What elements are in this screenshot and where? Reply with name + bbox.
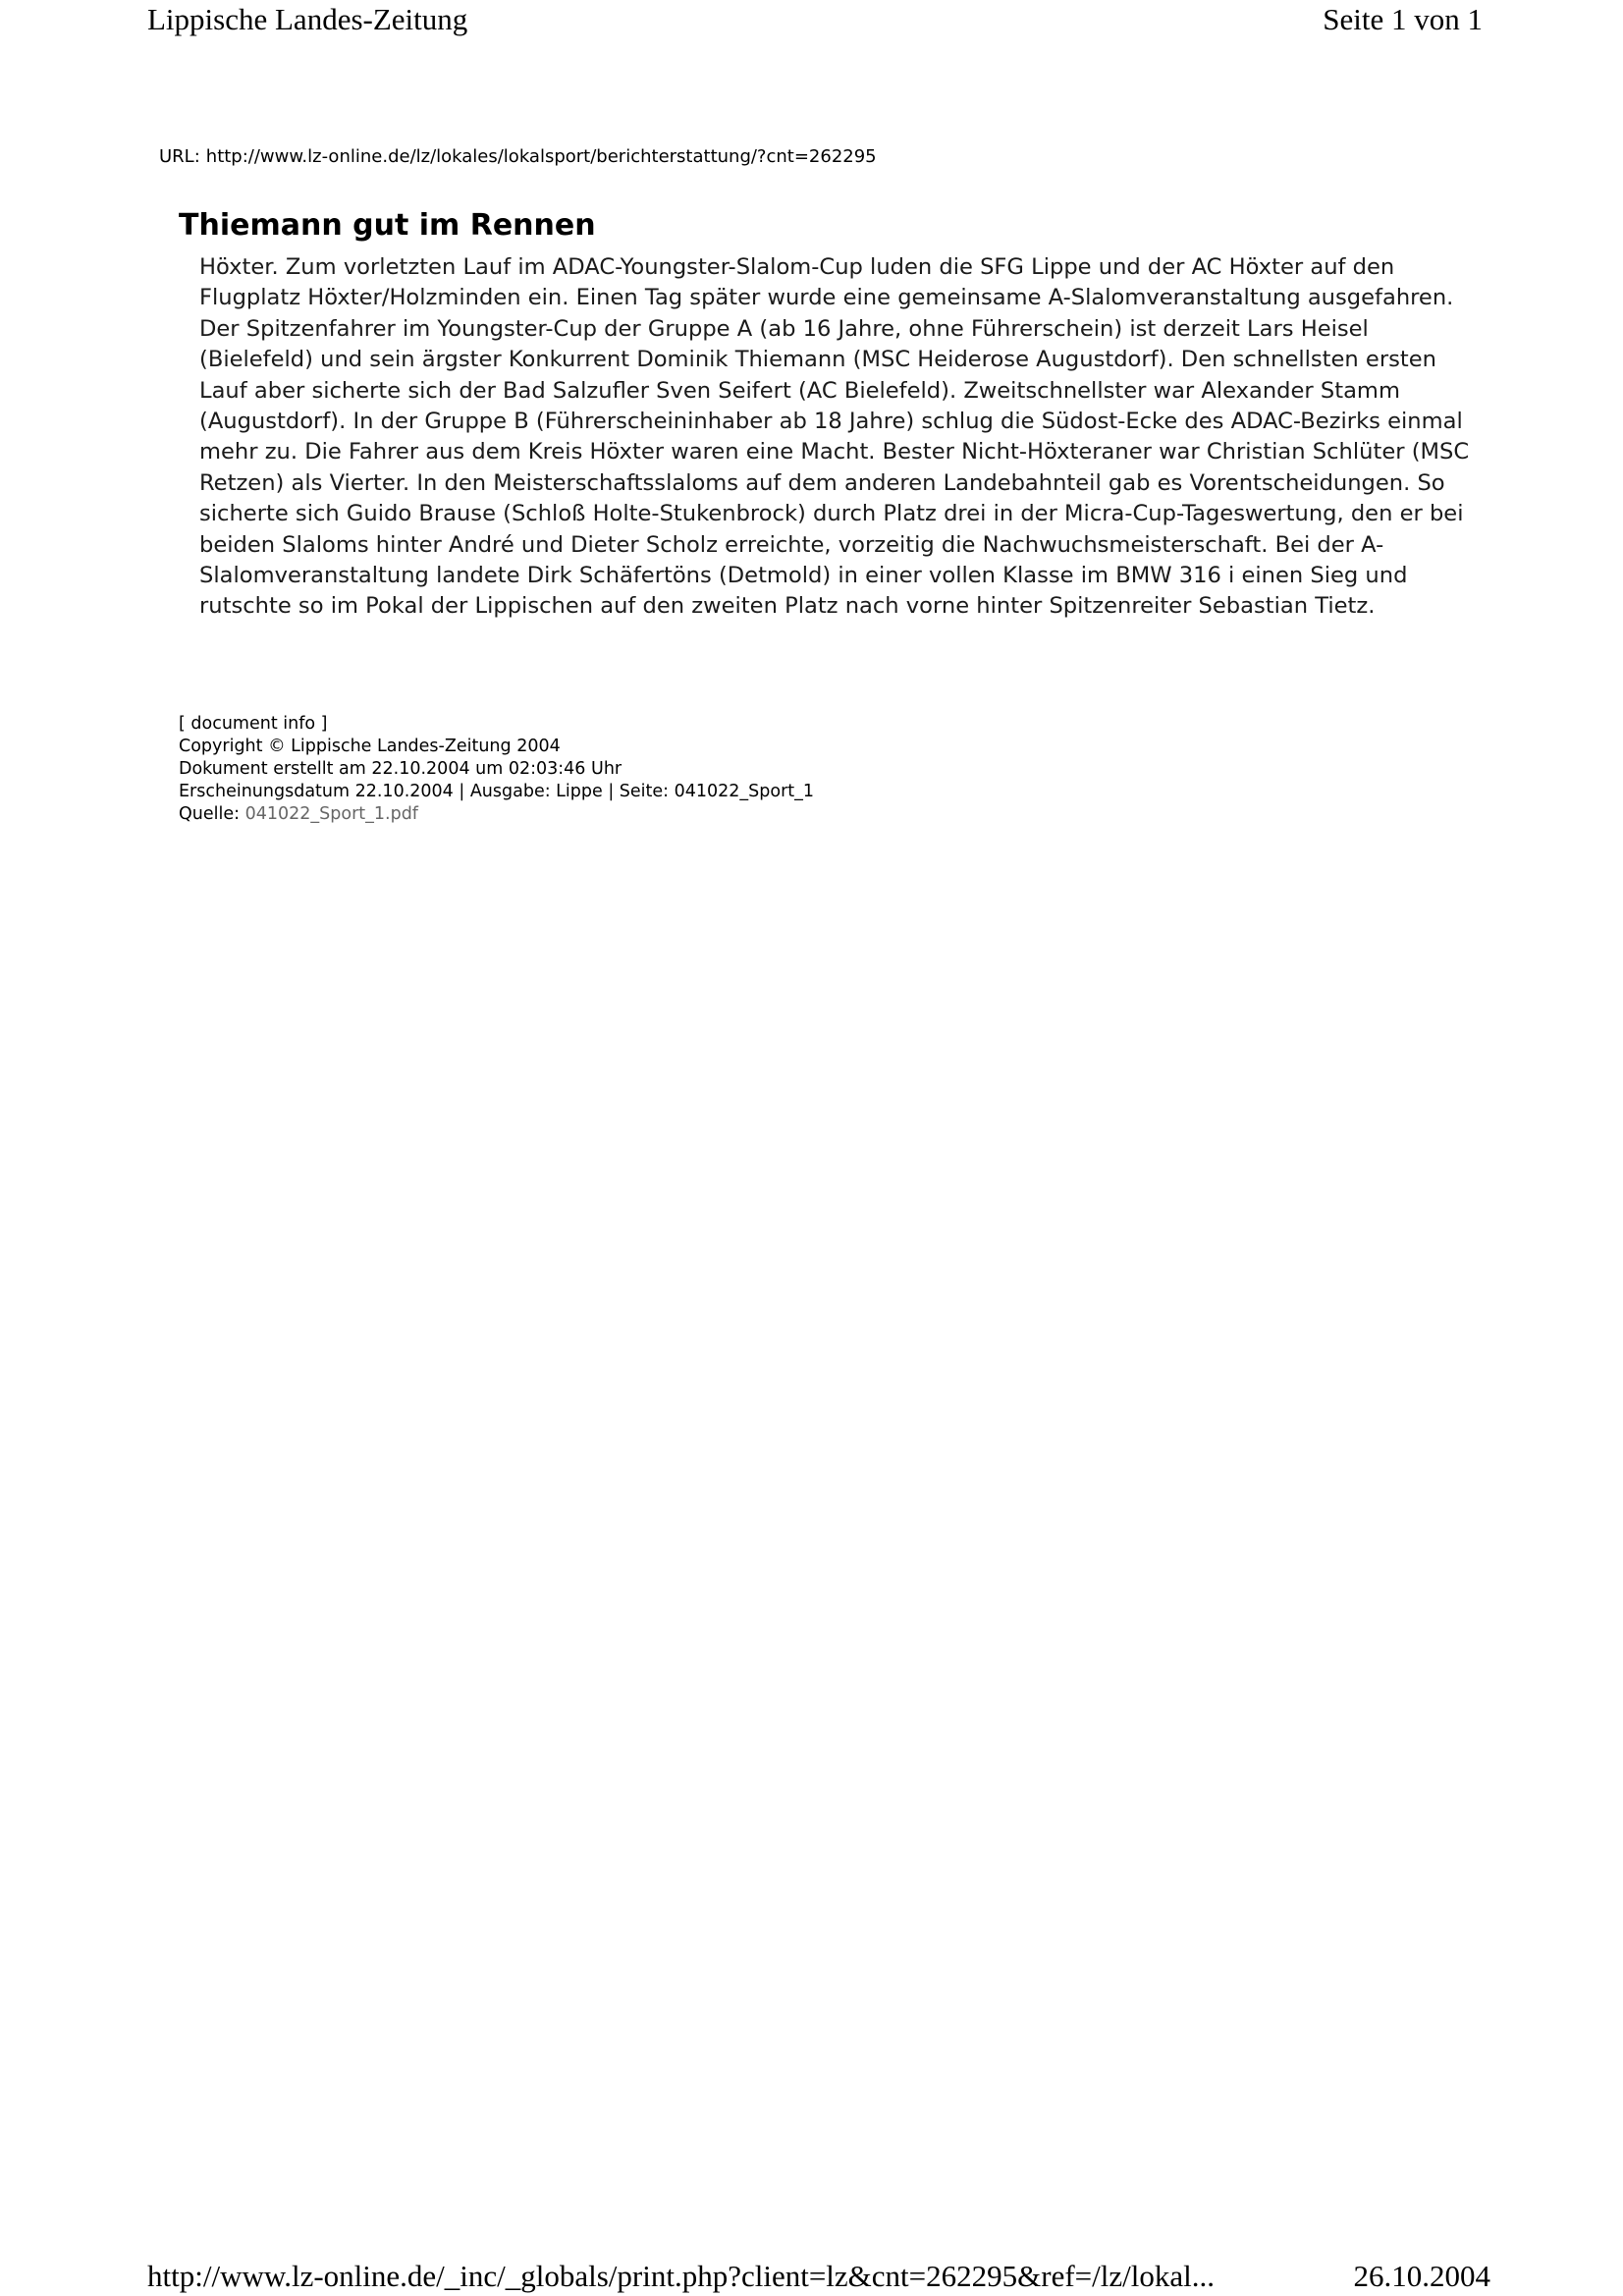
- document-info: [179, 713, 814, 826]
- url-label: URL:: [159, 146, 200, 167]
- print-header: [147, 0, 1483, 39]
- url-value: http://www.lz-online.de/lz/lokales/lokalsport/berichterstattung/?cnt=262295: [205, 146, 877, 167]
- print-footer: [147, 2257, 1490, 2296]
- print-header-page-info: Seite 1 von 1: [1323, 2, 1483, 36]
- created-line: Dokument erstellt am 22.10.2004 um 02:03:46 Uhr: [179, 759, 622, 779]
- source-file-link[interactable]: 041022_Sport_1.pdf: [244, 804, 418, 824]
- copyright-line: Copyright © Lippische Landes-Zeitung 2004: [179, 737, 561, 756]
- article-url-line: [159, 145, 877, 169]
- print-header-title: Lippische Landes-Zeitung: [147, 2, 468, 36]
- source-label: Quelle:: [179, 804, 241, 824]
- print-footer-url: http://www.lz-online.de/_inc/_globals/print.php?client=lz&cnt=262295&ref=/lz/lokal...: [147, 2259, 1215, 2293]
- article-headline: Thiemann gut im Rennen: [179, 208, 596, 243]
- document-info-heading: [ document info ]: [179, 714, 328, 734]
- article-body: Höxter. Zum vorletzten Lauf im ADAC-Youngster-Slalom-Cup luden die SFG Lippe und der AC Höxter auf den Flugplatz Höxter/Holzminden ein. Einen Tag später wurde eine gemeinsame A-Slalomveranstaltung ausgefahren. Der Spitzenfahrer im Youngster-Cup der Gruppe A (ab 16 Jahre, ohne Führerschein) ist derzeit Lars Heisel (Bielefeld) und sein ärgster Konkurrent Dominik Thiemann (MSC Heiderose Augustdorf). Den schnellsten ersten Lauf aber sicherte sich der Bad Salzufler Sven Seifert (AC Bielefeld). Zweitschnellster war Alexander Stamm (Augustdorf). In der Gruppe B (Führerscheininhaber ab 18 Jahre) schlug die Südost-Ecke des ADAC-Bezirks einmal mehr zu. Die Fahrer aus dem Kreis Höxter waren eine Macht. Bester Nicht-Höxteraner war Christian Schlüter (MSC Retzen) als Vierter. In den Meisterschaftsslaloms auf dem anderen Landebahnteil gab es Vorentscheidungen. So sicherte sich Guido Brause (Schloß Holte-Stukenbrock) durch Platz drei in der Micra-Cup-Tageswertung, den er bei beiden Slaloms hinter André und Dieter Scholz erreichte, vorzeitig die Nachwuchsmeisterschaft. Bei der A-Slalomveranstaltung landete Dirk Schäfertöns (Detmold) in einer vollen Klasse im BMW 316 i einen Sieg und rutschte so im Pokal der Lippischen auf den zweiten Platz nach vorne hinter Spitzenreiter Sebastian Tietz.: [199, 254, 1470, 620]
- publication-line: Erscheinungsdatum 22.10.2004 | Ausgabe: Lippe | Seite: 041022_Sport_1: [179, 782, 815, 801]
- source-line: [179, 803, 814, 826]
- print-footer-date: 26.10.2004: [1353, 2259, 1490, 2293]
